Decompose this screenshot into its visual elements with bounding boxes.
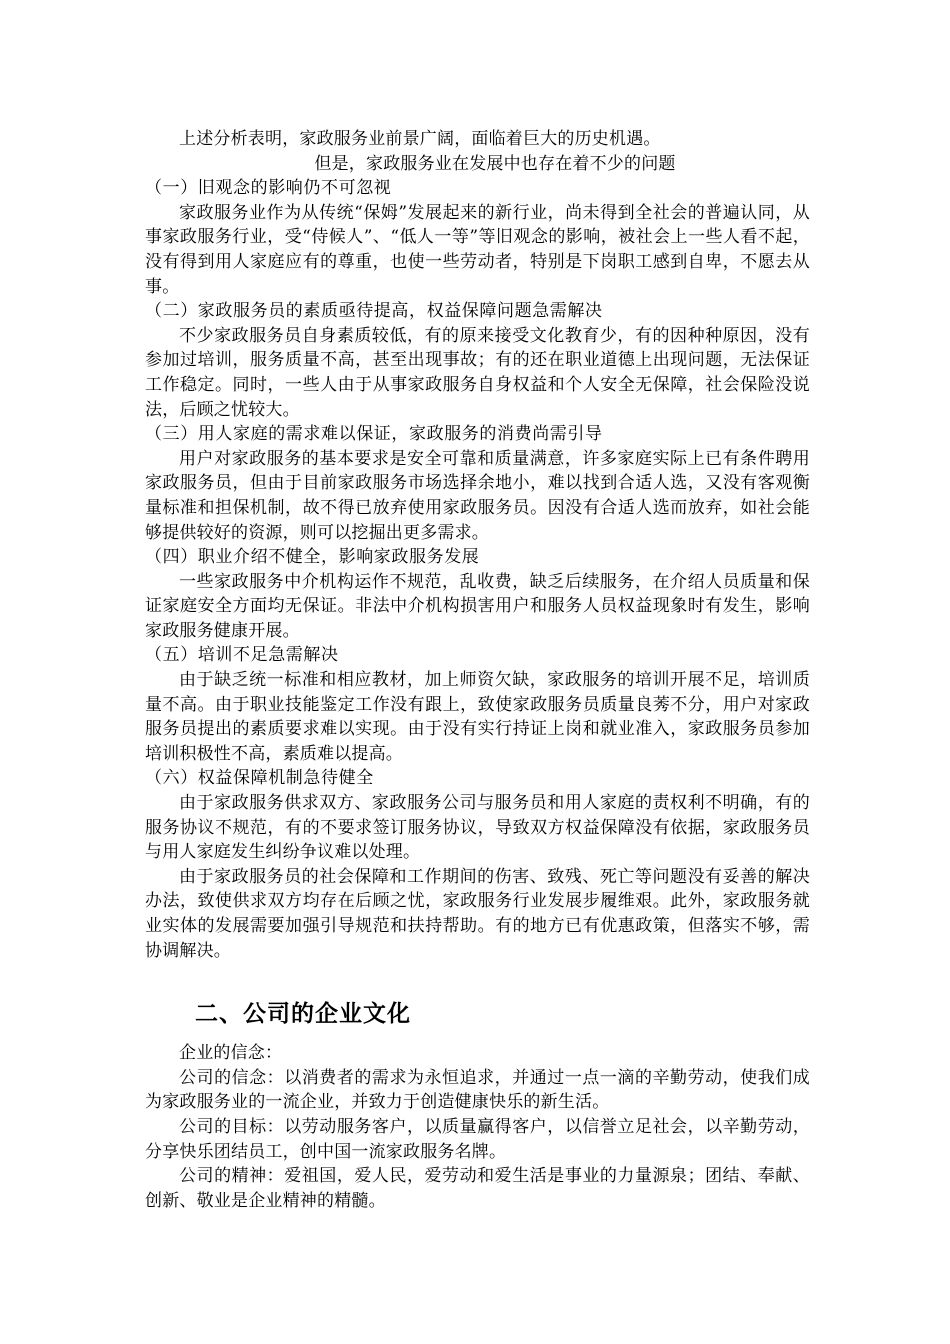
culture-spirit-paragraph: 公司的精神：爱祖国，爱人民，爱劳动和爱生活是事业的力量源泉；团结、奉献、创新、敬业是企业精神的精髓。 xyxy=(145,1166,810,1211)
section-3-paragraph: 用户对家政服务的基本要求是安全可靠和质量满意，许多家庭实际上已有条件聘用家政服务员，但由于目前家政服务市场选择余地小，难以找到合适人选，又没有客观衡量标准和担保机制，故不得已放弃使用家政服务员。因没有合适人选而放弃，如社会能够提供较好的资源，则可以挖掘出更多需求。 xyxy=(145,448,810,543)
section-1-paragraph: 家政服务业作为从传统“保姆”发展起来的新行业，尚未得到全社会的普遍认同，从事家政服务行业，受“侍候人”、“低人一等”等旧观念的影响，被社会上一些人看不起，没有得到用人家庭应有的尊重，也使一些劳动者，特别是下岗职工感到自卑，不愿去从事。 xyxy=(145,202,810,297)
culture-belief-paragraph: 公司的信念：以消费者的需求为永恒追求，并通过一点一滴的辛勤劳动，使我们成为家政服务业的一流企业，并致力于创造健康快乐的新生活。 xyxy=(145,1067,810,1113)
culture-belief-label: 企业的信念： xyxy=(179,1043,283,1064)
intro-paragraph: 上述分析表明，家政服务业前景广阔，面临着巨大的历史机遇。 xyxy=(179,129,661,149)
section-heading-3: （三）用人家庭的需求难以保证，家政服务的消费尚需引导 xyxy=(145,424,603,445)
section-5-paragraph: 由于缺乏统一标准和相应教材，加上师资欠缺，家政服务的培训开展不足，培训质量不高。由于职业技能鉴定工作没有跟上，致使家政服务员质量良莠不分，用户对家政服务员提出的素质要求难以实现。由于没有实行持证上岗和就业准入，家政服务员参加培训积极性不高，素质难以提高。 xyxy=(145,670,810,764)
document-body xyxy=(145,127,810,1213)
section-heading-6: （六）权益保障机制急待健全 xyxy=(145,768,374,789)
section-heading-4: （四）职业介绍不健全，影响家政服务发展 xyxy=(145,547,480,568)
section-heading-1: （一）旧观念的影响仍不可忽视 xyxy=(145,178,392,199)
section-6-paragraph-1: 由于家政服务供求双方、家政服务公司与服务员和用人家庭的责权利不明确，有的服务协议不规范，有的不要求签订服务协议，导致双方权益保障没有依据，家政服务员与用人家庭发生纠纷争议难以处理。 xyxy=(145,793,810,863)
culture-title: 二、公司的企业文化 xyxy=(195,1001,411,1028)
culture-goal-paragraph: 公司的目标：以劳动服务客户，以质量赢得客户，以信誉立足社会，以辛勤劳动，分享快乐团结员工，创中国一流家政服务名牌。 xyxy=(145,1116,810,1162)
section-4-paragraph: 一些家政服务中介机构运作不规范，乱收费，缺乏后续服务，在介绍人员质量和保证家庭安全方面均无保证。非法中介机构损害用户和服务人员权益现象时有发生，影响家政服务健康开展。 xyxy=(145,571,810,641)
section-heading-5: （五）培训不足急需解决 xyxy=(145,645,339,666)
section-6-paragraph-2: 由于家政服务员的社会保障和工作期间的伤害、致残、死亡等问题没有妥善的解决办法，致使供求双方均存在后顾之忧，家政服务行业发展步履维艰。此外，家政服务就业实体的发展需要加强引导规范和扶持帮助。有的地方已有优惠政策，但落实不够，需协调解决。 xyxy=(145,866,810,961)
intro-transition-line: 但是，家政服务业在发展中也存在着不少的问题 xyxy=(314,153,676,174)
section-heading-2: （二）家政服务员的素质亟待提高，权益保障问题急需解决 xyxy=(145,301,603,322)
section-2-paragraph: 不少家政服务员自身素质较低，有的原来接受文化教育少，有的因种种原因，没有参加过培训，服务质量不高，甚至出现事故；有的还在职业道德上出现问题，无法保证工作稳定。同时，一些人由于从事家政服务自身权益和个人安全无保障，社会保险没说法，后顾之忧较大。 xyxy=(145,325,810,420)
